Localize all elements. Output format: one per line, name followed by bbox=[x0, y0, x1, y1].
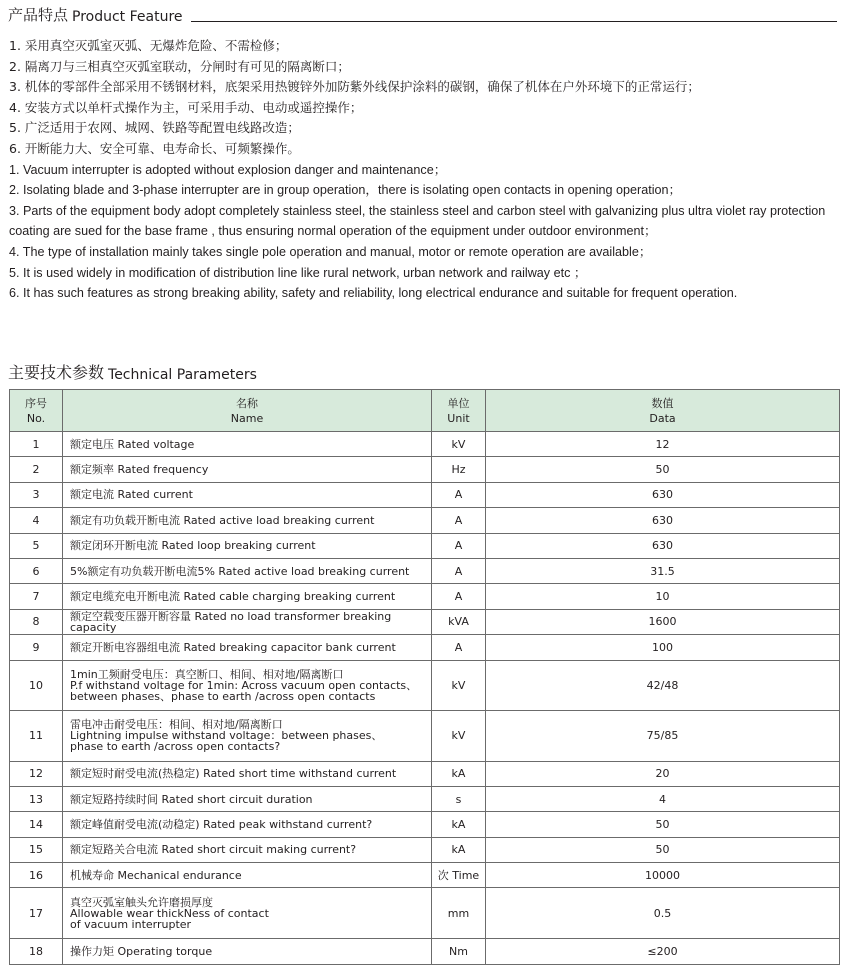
row-number: 6 bbox=[10, 558, 63, 583]
row-number: 4 bbox=[10, 508, 63, 533]
param-name bbox=[63, 457, 432, 482]
param-name bbox=[63, 609, 432, 634]
param-unit: A bbox=[432, 482, 486, 507]
feature-item-en: 2. Isolating blade and 3-phase interrupter are in group operation，there is isolating open contacts in opening operation； bbox=[9, 183, 682, 198]
param-name-line: 额定频率 Rated frequency bbox=[70, 463, 209, 477]
param-name-line: 额定短路关合电流 Rated short circuit making current? bbox=[70, 843, 357, 857]
param-name bbox=[63, 482, 432, 507]
param-unit: A bbox=[432, 508, 486, 533]
param-name bbox=[63, 837, 432, 862]
param-value: 12 bbox=[486, 432, 840, 457]
row-number: 5 bbox=[10, 533, 63, 558]
param-value: 31.5 bbox=[486, 558, 840, 583]
feature-item-zh: 1. 采用真空灭弧室灭弧、无爆炸危险、不需检修； bbox=[9, 38, 288, 53]
param-value: 50 bbox=[486, 837, 840, 862]
param-name bbox=[63, 508, 432, 533]
row-number: 15 bbox=[10, 837, 63, 862]
product-feature-title-zh: 产品特点 bbox=[8, 6, 69, 24]
header-unit-en: Unit bbox=[447, 411, 470, 425]
table-row bbox=[10, 761, 840, 786]
param-name bbox=[63, 939, 432, 964]
table-row bbox=[10, 609, 840, 634]
param-name bbox=[63, 584, 432, 609]
param-unit: kVA bbox=[432, 609, 486, 634]
feature-item-zh: 3. 机体的零部件全部采用不锈钢材料，底架采用热镀锌外加防紫外线保护涂料的碳钢，确保了机体在户外环境下的正常运行； bbox=[9, 79, 700, 95]
param-name-line: 额定电压 Rated voltage bbox=[70, 437, 195, 451]
row-number: 10 bbox=[10, 660, 63, 710]
param-value: ≤200 bbox=[486, 939, 840, 964]
param-unit: A bbox=[432, 584, 486, 609]
header-unit bbox=[432, 390, 486, 432]
header-no bbox=[10, 390, 63, 432]
param-value: 20 bbox=[486, 761, 840, 786]
feature-item-zh: 5. 广泛适用于农网、城网、铁路等配置电线路改造； bbox=[9, 120, 300, 136]
table-row bbox=[10, 558, 840, 583]
feature-item-en: 5. It is used widely in modification of distribution line like rural network, urban network and railway etc ； bbox=[9, 265, 587, 280]
param-unit: Nm bbox=[432, 939, 486, 964]
table-row bbox=[10, 584, 840, 609]
technical-parameters-title-en: Technical Parameters bbox=[108, 367, 257, 383]
header-data-zh: 数值 bbox=[651, 396, 674, 410]
param-unit: kV bbox=[432, 432, 486, 457]
param-unit: kA bbox=[432, 812, 486, 837]
feature-item-en: 1. Vacuum interrupter is adopted without explosion danger and maintenance； bbox=[9, 162, 447, 177]
param-name bbox=[63, 432, 432, 457]
param-name-line: 额定开断电容器组电流 Rated breaking capacitor bank current bbox=[70, 640, 396, 654]
param-name-line: Lightning impulse withstand voltage：between phases、 bbox=[70, 729, 383, 743]
param-name bbox=[63, 761, 432, 786]
product-feature-heading bbox=[8, 4, 183, 25]
feature-item-zh: 2. 隔离刀与三相真空灭弧室联动，分闸时有可见的隔离断口； bbox=[9, 58, 350, 74]
table-row bbox=[10, 508, 840, 533]
param-name-line: 额定电流 Rated current bbox=[70, 488, 193, 502]
row-number: 3 bbox=[10, 482, 63, 507]
feature-item-zh: 6. 开断能力大、安全可靠、电寿命长、可频繁操作。 bbox=[9, 140, 300, 156]
feature-item-en: 4. The type of installation mainly takes single pole operation and manual, motor or remote operation are available； bbox=[9, 244, 652, 259]
param-name-line: Allowable wear thickNess of contact bbox=[70, 906, 269, 920]
row-number: 9 bbox=[10, 635, 63, 660]
table-row bbox=[10, 812, 840, 837]
table-row bbox=[10, 939, 840, 964]
row-number: 16 bbox=[10, 863, 63, 888]
param-name-line: P.f withstand voltage for 1min: Across vacuum open contacts、 bbox=[70, 678, 418, 692]
table-row bbox=[10, 660, 840, 710]
param-unit: kA bbox=[432, 837, 486, 862]
param-value: 630 bbox=[486, 533, 840, 558]
feature-item-zh: 4. 安装方式以单杆式操作为主，可采用手动、电动或遥控操作； bbox=[9, 99, 363, 115]
table-row bbox=[10, 533, 840, 558]
table-row bbox=[10, 837, 840, 862]
param-name-line: 额定闭环开断电流 Rated loop breaking current bbox=[70, 539, 316, 553]
row-number: 8 bbox=[10, 609, 63, 634]
param-unit: s bbox=[432, 786, 486, 811]
param-name-line: 额定电缆充电开断电流 Rated cable charging breaking current bbox=[70, 590, 396, 604]
row-number: 1 bbox=[10, 432, 63, 457]
param-value: 10000 bbox=[486, 863, 840, 888]
table-header-row bbox=[10, 390, 840, 432]
row-number: 7 bbox=[10, 584, 63, 609]
technical-parameters-title-zh: 主要技术参数 bbox=[8, 363, 105, 382]
param-unit: 次 Time bbox=[432, 863, 486, 888]
param-name bbox=[63, 710, 432, 761]
row-number: 13 bbox=[10, 786, 63, 811]
technical-parameters-heading bbox=[8, 360, 257, 383]
param-value: 4 bbox=[486, 786, 840, 811]
param-unit: Hz bbox=[432, 457, 486, 482]
feature-list bbox=[9, 36, 839, 304]
param-name-line: 1min工频耐受电压：真空断口、相间、相对地/隔离断口 bbox=[70, 667, 344, 681]
row-number: 14 bbox=[10, 812, 63, 837]
feature-item-en: 6. It has such features as strong breaking ability, safety and reliability, long electrical endurance and suitable for frequent operation. bbox=[9, 286, 738, 301]
table-row bbox=[10, 635, 840, 660]
product-feature-title-en: Product Feature bbox=[72, 9, 183, 25]
row-number: 2 bbox=[10, 457, 63, 482]
param-name bbox=[63, 660, 432, 710]
table-row bbox=[10, 457, 840, 482]
param-value: 100 bbox=[486, 635, 840, 660]
header-data-en: Data bbox=[649, 411, 676, 425]
param-unit: kV bbox=[432, 710, 486, 761]
table-row bbox=[10, 482, 840, 507]
header-data bbox=[486, 390, 840, 432]
param-value: 42/48 bbox=[486, 660, 840, 710]
row-number: 17 bbox=[10, 888, 63, 939]
param-name-line: 真空灭弧室触头允许磨损厚度 bbox=[70, 895, 213, 909]
param-name bbox=[63, 812, 432, 837]
row-number: 11 bbox=[10, 710, 63, 761]
header-no-en: No. bbox=[26, 411, 46, 425]
param-name-line: 5%额定有功负载开断电流5% Rated active load breaking current bbox=[70, 564, 410, 578]
param-unit: A bbox=[432, 558, 486, 583]
feature-item-en: 3. Parts of the equipment body adopt completely stainless steel, the stainless steel and carbon steel with galvanizing plus ultra violet ray protection coating are sued for the base frame , thus ensuring normal operation of the equipment under outdoor environment； bbox=[9, 203, 826, 239]
param-name-line: 额定空载变压器开断容量 Rated no load transformer breaking capacity bbox=[70, 609, 392, 634]
param-name-line: 额定有功负载开断电流 Rated active load breaking current bbox=[70, 513, 375, 527]
param-unit: A bbox=[432, 533, 486, 558]
param-value: 630 bbox=[486, 508, 840, 533]
table-row bbox=[10, 710, 840, 761]
header-name bbox=[63, 390, 432, 432]
param-name bbox=[63, 558, 432, 583]
table-row bbox=[10, 432, 840, 457]
param-name-line: 机械寿命 Mechanical endurance bbox=[70, 868, 242, 882]
header-name-zh: 名称 bbox=[236, 396, 258, 410]
param-value: 0.5 bbox=[486, 888, 840, 939]
param-name bbox=[63, 786, 432, 811]
param-name-line: 额定峰值耐受电流(动稳定) Rated peak withstand current? bbox=[70, 817, 373, 831]
heading-divider bbox=[191, 21, 837, 22]
param-name-line: 额定短路持续时间 Rated short circuit duration bbox=[70, 792, 313, 806]
table-row bbox=[10, 863, 840, 888]
table-row bbox=[10, 786, 840, 811]
param-name bbox=[63, 888, 432, 939]
param-name-line: of vacuum interrupter bbox=[70, 917, 192, 931]
param-value: 10 bbox=[486, 584, 840, 609]
param-name-line: 操作力矩 Operating torque bbox=[70, 945, 213, 959]
param-value: 1600 bbox=[486, 609, 840, 634]
param-name-line: between phases、phase to earth /across open contacts bbox=[70, 689, 376, 703]
param-unit: kA bbox=[432, 761, 486, 786]
param-name bbox=[63, 863, 432, 888]
row-number: 12 bbox=[10, 761, 63, 786]
table-body bbox=[10, 432, 840, 965]
table-row bbox=[10, 888, 840, 939]
param-value: 630 bbox=[486, 482, 840, 507]
param-value: 50 bbox=[486, 457, 840, 482]
param-unit: mm bbox=[432, 888, 486, 939]
param-value: 50 bbox=[486, 812, 840, 837]
technical-parameters-table bbox=[9, 389, 840, 965]
param-unit: A bbox=[432, 635, 486, 660]
header-name-en: Name bbox=[230, 411, 264, 425]
param-name bbox=[63, 635, 432, 660]
param-unit: kV bbox=[432, 660, 486, 710]
param-name bbox=[63, 533, 432, 558]
row-number: 18 bbox=[10, 939, 63, 964]
param-name-line: 雷电冲击耐受电压：相间、相对地/隔离断口 bbox=[70, 718, 283, 732]
param-name-line: phase to earth /across open contacts? bbox=[70, 740, 281, 754]
header-unit-zh: 单位 bbox=[447, 396, 470, 410]
param-value: 75/85 bbox=[486, 710, 840, 761]
param-name-line: 额定短时耐受电流(热稳定) Rated short time withstand current bbox=[70, 767, 397, 781]
header-no-zh: 序号 bbox=[25, 396, 47, 410]
